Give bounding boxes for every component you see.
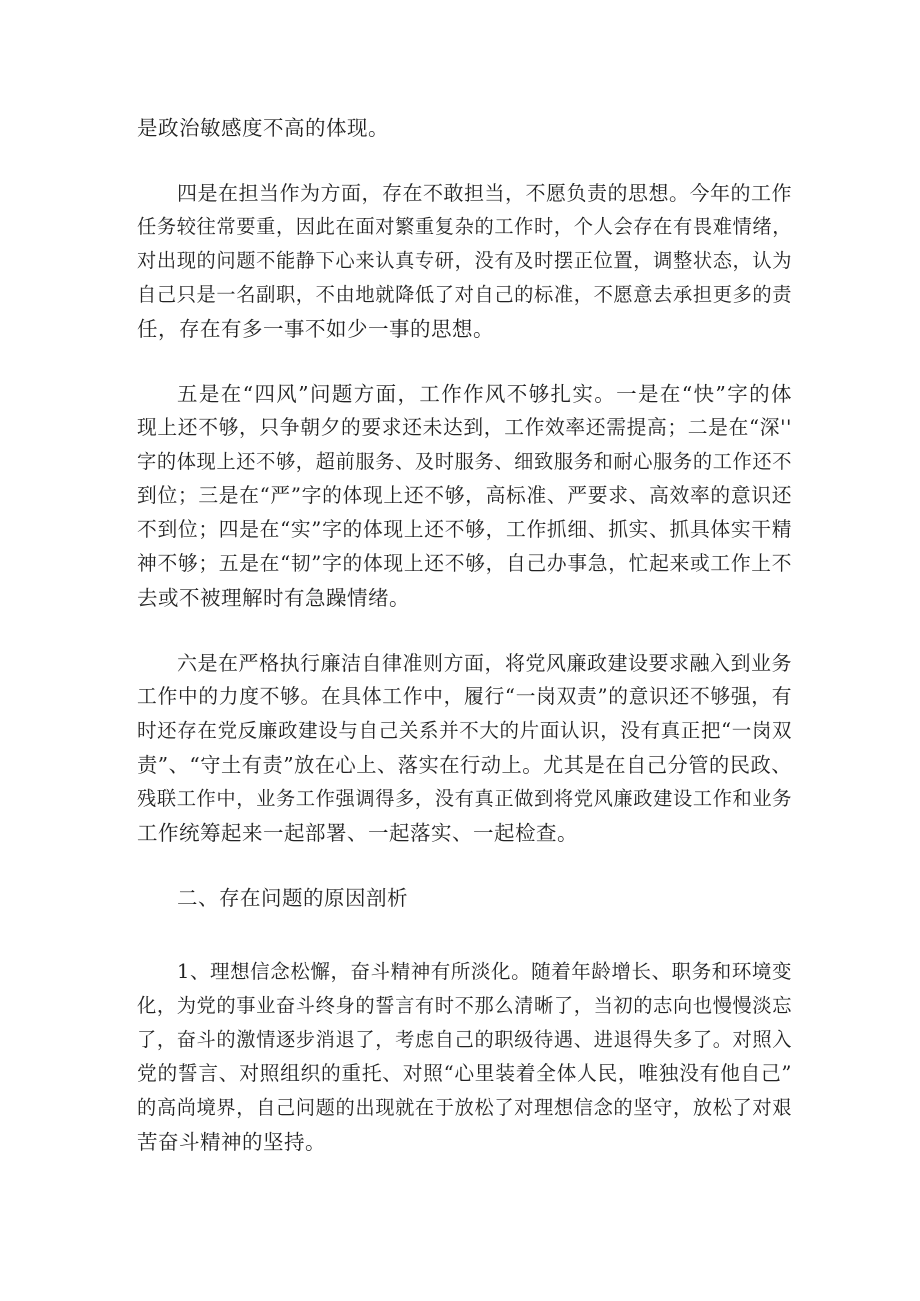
text-line: 了，奋斗的激情逐步消退了，考虑自己的职级待遇、进退得失多了。对照入 [137,1028,792,1051]
text-line: 四是在担当作为方面，存在不敢担当，不愿负责的思想。今年的工作 [177,181,792,205]
text-line: 工作中的力度不够。在具体工作中，履行“一岗双责”的意识还不够强，有 [137,685,792,708]
text-line: 苦奋斗精神的坚持。 [137,1130,326,1154]
text-line: 责”、“守土有责”放在心上、落实在行动上。尤其是在自己分管的民政、 [137,753,792,777]
text-line: 工作统筹起来一起部署、一起落实、一起检查。 [137,821,578,845]
heading-text: 二、存在问题的原因剖析 [177,886,408,910]
text-line: 神不够；五是在“韧”字的体现上还不够，自己办事急，忙起来或工作上不 [137,552,792,575]
text-line: 的高尚境界，自己问题的出现就在于放松了对理想信念的坚守，放松了对艰 [137,1096,792,1119]
text-line: 1、理想信念松懈，奋斗精神有所淡化。随着年龄增长、职务和环境变 [177,960,792,983]
text-line: 自己只是一名副职，不由地就降低了对自己的标准，不愿意去承担更多的责 [137,283,792,306]
text-line: 时还存在党反廉政建设与自己关系并不大的片面认识，没有真正把“一岗双 [137,719,792,742]
text-line: 残联工作中，业务工作强调得多，没有真正做到将党风廉政建设工作和业务 [137,787,792,810]
text-line: 现上还不够，只争朝夕的要求还未达到，工作效率还需提高；二是在“深'' [137,416,792,439]
text-line: 到位；三是在“严”字的体现上还不够，高标准、严要求、高效率的意识还 [137,484,792,507]
text-line: 对出现的问题不能静下心来认真专研，没有及时摆正位置，调整状态，认为 [137,249,792,272]
text-line: 不到位；四是在“实”字的体现上还不够，工作抓细、抓实、抓具体实干精 [137,518,792,541]
text-line: 五是在“四风”问题方面，工作作风不够扎实。一是在“快”字的体 [177,382,792,406]
text-line: 党的誓言、对照组织的重托、对照“心里装着全体人民，唯独没有他自己” [137,1062,792,1085]
text-line: 字的体现上还不够，超前服务、及时服务、细致服务和耐心服务的工作还不 [137,450,792,473]
text-line: 去或不被理解时有急躁情绪。 [137,586,410,610]
text-line: 化，为党的事业奋斗终身的誓言有时不那么清晰了，当初的志向也慢慢淡忘 [137,994,792,1017]
text-line: 任，存在有多一事不如少一事的思想。 [137,317,494,341]
text-line: 任务较往常要重，因此在面对繁重复杂的工作时，个人会存在有畏难情绪， [137,215,792,238]
text-line: 六是在严格执行廉洁自律准则方面，将党风廉政建设要求融入到业务 [177,651,792,675]
text-line: 是政治敏感度不高的体现。 [137,116,389,140]
